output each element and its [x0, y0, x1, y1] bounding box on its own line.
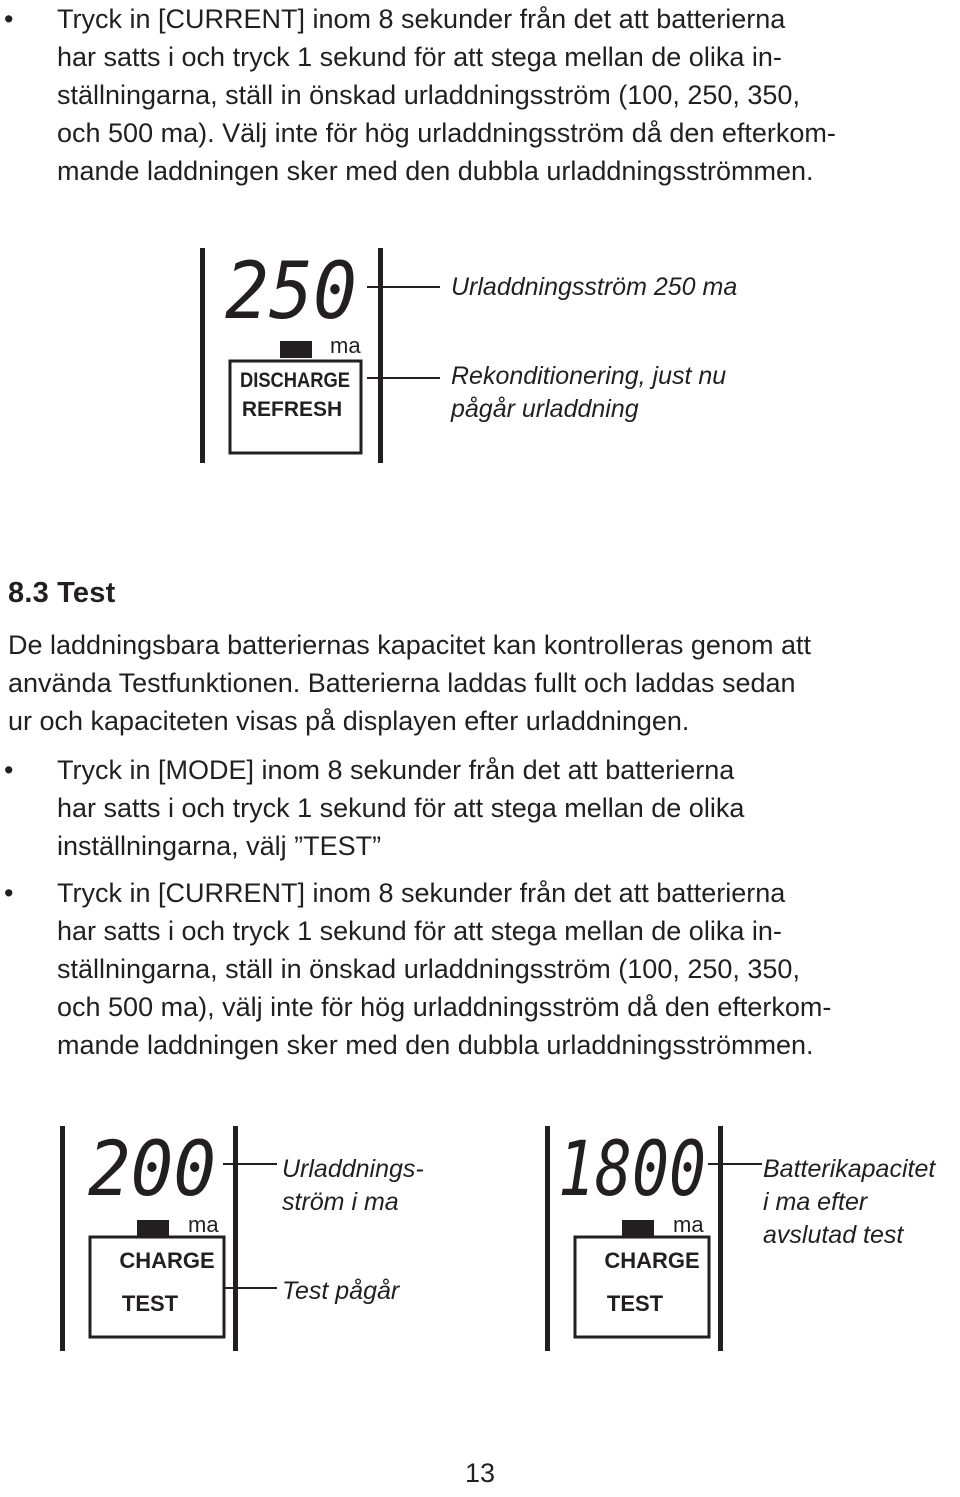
bullet-text-line: och 500 ma). Välj inte för hög urladdningsström då den efterkom- [57, 118, 836, 148]
bullet-text-line: mande laddningen sker med den dubbla urladdningsströmmen. [57, 156, 814, 186]
page-number: 13 [464, 1458, 496, 1488]
section-intro [8, 626, 953, 740]
bullet-text-line: har satts i och tryck 1 sekund för att stega mellan de olika [57, 793, 745, 823]
lcd-indicator [137, 1220, 169, 1237]
callout-line: avslutad test [763, 1221, 904, 1249]
callout-line: Rekonditionering, just nu [451, 362, 727, 390]
bullet-text-line: Tryck in [CURRENT] inom 8 sekunder från det att batterierna [57, 4, 786, 34]
lcd-display-test-current [55, 1118, 285, 1363]
bullet-current-discharge [0, 0, 940, 190]
bullet-text-line: har satts i och tryck 1 sekund för att stega mellan de olika in- [57, 916, 782, 946]
lcd-digits: 200 [88, 1124, 216, 1213]
lcd-unit: ma [330, 333, 361, 358]
callout-mode: Test pågår [282, 1277, 400, 1305]
lcd-unit: ma [188, 1212, 219, 1237]
lcd-mode-label: CHARGE [119, 1248, 215, 1273]
paragraph-line: använda Testfunktionen. Batterierna laddas fullt och laddas sedan [8, 668, 796, 698]
lcd-display-test-result [540, 1118, 770, 1363]
bullet-text-line: Tryck in [CURRENT] inom 8 sekunder från det att batterierna [57, 878, 786, 908]
lcd-digits: 1800 [558, 1124, 706, 1213]
callout-current [282, 1153, 424, 1219]
lcd-digits: 250 [225, 247, 357, 337]
bullet-marker: • [4, 878, 14, 908]
lcd-mode-label: TEST [121, 1291, 179, 1316]
lcd-mode-label: REFRESH [241, 398, 343, 421]
bullet-text-line: inställningarna, välj ”TEST” [57, 831, 382, 861]
bullet-text-line: ställningarna, ställ in önskad urladdningsström (100, 250, 350, [57, 80, 800, 110]
bullet-current-test [0, 874, 940, 1064]
section-heading: 8.3 Test [8, 577, 116, 609]
bullet-marker: • [4, 4, 14, 34]
lcd-mode-label: CHARGE [604, 1248, 700, 1273]
callout-result [763, 1153, 935, 1252]
bullet-text-line: Tryck in [MODE] inom 8 sekunder från det att batterierna [57, 755, 735, 785]
callout-line: i ma efter [763, 1188, 868, 1216]
lcd-indicator [622, 1220, 654, 1237]
paragraph-line: De laddningsbara batteriernas kapacitet kan kontrolleras genom att [8, 630, 811, 660]
callout-line: Batterikapacitet [763, 1155, 936, 1183]
bullet-text-line: ställningarna, ställ in önskad urladdningsström (100, 250, 350, [57, 954, 800, 984]
lcd-indicator [280, 341, 312, 358]
bullet-marker: • [4, 755, 14, 785]
bullet-mode-test [0, 751, 940, 865]
lcd-mode-label: TEST [606, 1291, 664, 1316]
callout-line: pågår urladdning [451, 395, 639, 423]
paragraph-line: ur och kapaciteten visas på displayen efter urladdningen. [8, 706, 690, 736]
lcd-unit: ma [673, 1212, 704, 1237]
callout-current: Urladdningsström 250 ma [451, 273, 738, 301]
callout-mode [451, 360, 726, 426]
callout-line: ström i ma [282, 1188, 399, 1216]
bullet-text-line: har satts i och tryck 1 sekund för att stega mellan de olika in- [57, 42, 782, 72]
bullet-text-line: och 500 ma), välj inte för hög urladdningsström då den efterkom- [57, 992, 832, 1022]
callout-line: Urladdnings- [282, 1155, 424, 1183]
bullet-text-line: mande laddningen sker med den dubbla urladdningsströmmen. [57, 1030, 814, 1060]
lcd-mode-label: DISCHARGE [240, 369, 350, 392]
